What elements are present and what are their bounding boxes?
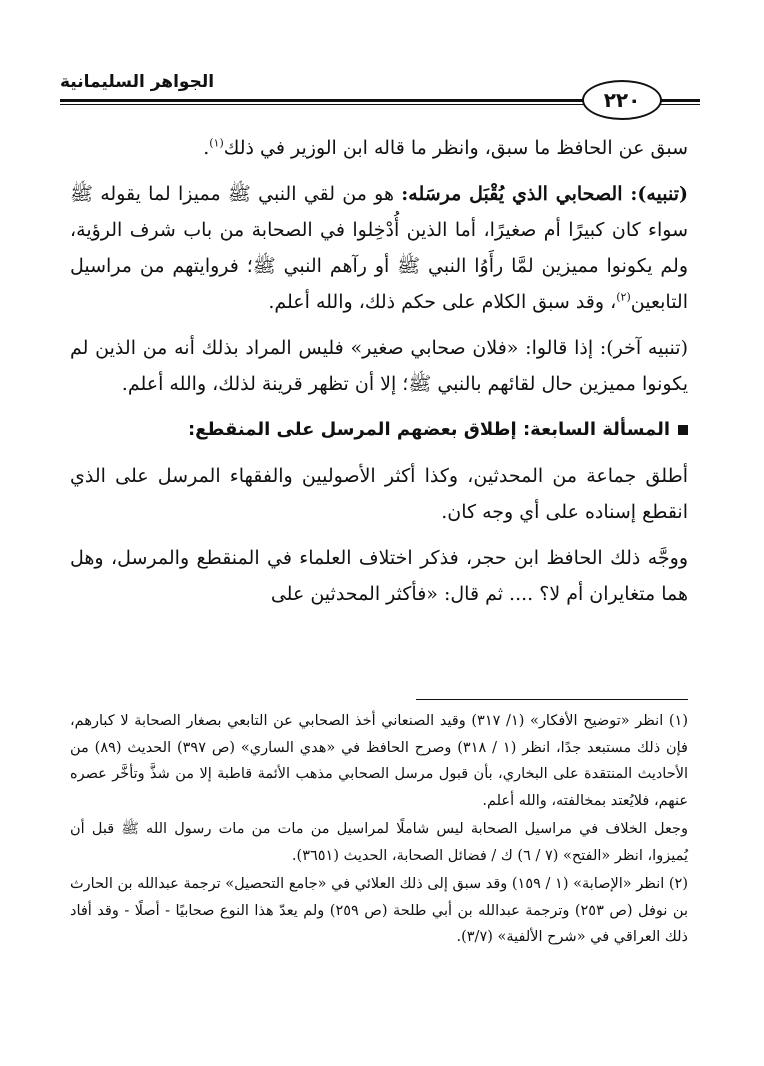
paragraph-1 (70, 130, 688, 166)
footnote-2: (٢) انظر «الإصابة» (١ / ١٥٩) وقد سبق إلى ذلك العلائي في «جامع التحصيل» ترجمة عبدالله بن الحارث بن نوفل (ص ٢٥٣) وترجمة عبدالله بن أبي طلحة (ص ٢٥٩) ولم يعدّ هذا النوع صحابيًا - أصلًا - وقد أفاد ذلك العراقي في «شرح الألفية» (٣/٧). (70, 876, 689, 945)
section-heading-text: المسألة السابعة: إطلاق بعضهم المرسل على المنقطع: (187, 419, 670, 440)
paragraph-4: أطلق جماعة من المحدثين، وكذا أكثر الأصوليين والفقهاء المرسل على الذي انقطع إسناده على أي وجه كان. (70, 465, 688, 523)
page-number: ٢٢٠ (582, 80, 662, 120)
footnote-ref-2[interactable]: (٢) (616, 290, 631, 304)
section-heading (70, 412, 688, 448)
footnote-ref-1[interactable]: (١) (209, 136, 224, 150)
book-title: الجواهر السليمانية (60, 72, 215, 92)
footnotes (70, 708, 688, 953)
page-header (60, 68, 700, 118)
paragraph-5: ووجَّه ذلك الحافظ ابن حجر، فذكر اختلاف العلماء في المنقطع والمرسل، وهل هما متغايران أم لا؟ .... ثم قال: «فأكثر المحدثين على (70, 547, 688, 605)
paragraph-1-text: سبق عن الحافظ ما سبق، وانظر ما قاله ابن الوزير في ذلك (223, 137, 688, 159)
paragraph-1-end: . (203, 137, 210, 159)
footnote-separator (416, 699, 688, 700)
footnote-1: (١) انظر «توضيح الأفكار» (١/ ٣١٧) وقيد الصنعاني أخذ الصحابي عن التابعي بصغار الصحابة لا كبارهم، فإن ذلك مستبعد جدًا، انظر (١ / ٣١٨) وصرح الحافظ في «هدي الساري» (ص ٣٩٧) الحديث (٨٩) من الأحاديث المنتقدة على البخاري، بأن قبول مرسل الصحابي مذهب الأئمة قاطبة إلا من شذَّ وتأخَّر عصره عنهم، فلايُعتد بمخالفته، والله أعلم. (70, 713, 688, 809)
paragraph-note-2: (تنبيه آخر): إذا قالوا: «فلان صحابي صغير» فليس المراد بذلك أنه من الذين لم يكونوا مميزين حال لقائهم بالنبي ﷺ؛ إلا أن تظهر قرينة لذلك، والله أعلم. (70, 337, 688, 395)
square-bullet-icon (678, 425, 688, 435)
note-1-label: (تنبيه): الصحابي الذي يُقْبَل مرسَله: (401, 183, 688, 205)
main-text (70, 130, 688, 622)
paragraph-note-1 (70, 176, 688, 320)
note-1-end: ، وقد سبق الكلام على حكم ذلك، والله أعلم. (268, 291, 617, 313)
footnote-1-continued: وجعل الخلاف في مراسيل الصحابة ليس شاملًا لمراسيل من مات من مات رسول الله ﷺ قبل أن يُميزوا، انظر «الفتح» (٧ / ٦) ك / فضائل الصحابة، الحديث (٣٦٥١). (70, 821, 688, 864)
note-1-text: هو من لقي النبي ﷺ مميزا لما يقوله ﷺ سواء كان كبيرًا أم صغيرًا، أما الذين أُدْخِلوا في الصحابة من باب شرف الرؤية، ولم يكونوا مميزين لمَّا رأَوُا النبي ﷺ أو رآهم النبي ﷺ؛ فروايتهم من مراسيل التابعين (70, 183, 688, 313)
